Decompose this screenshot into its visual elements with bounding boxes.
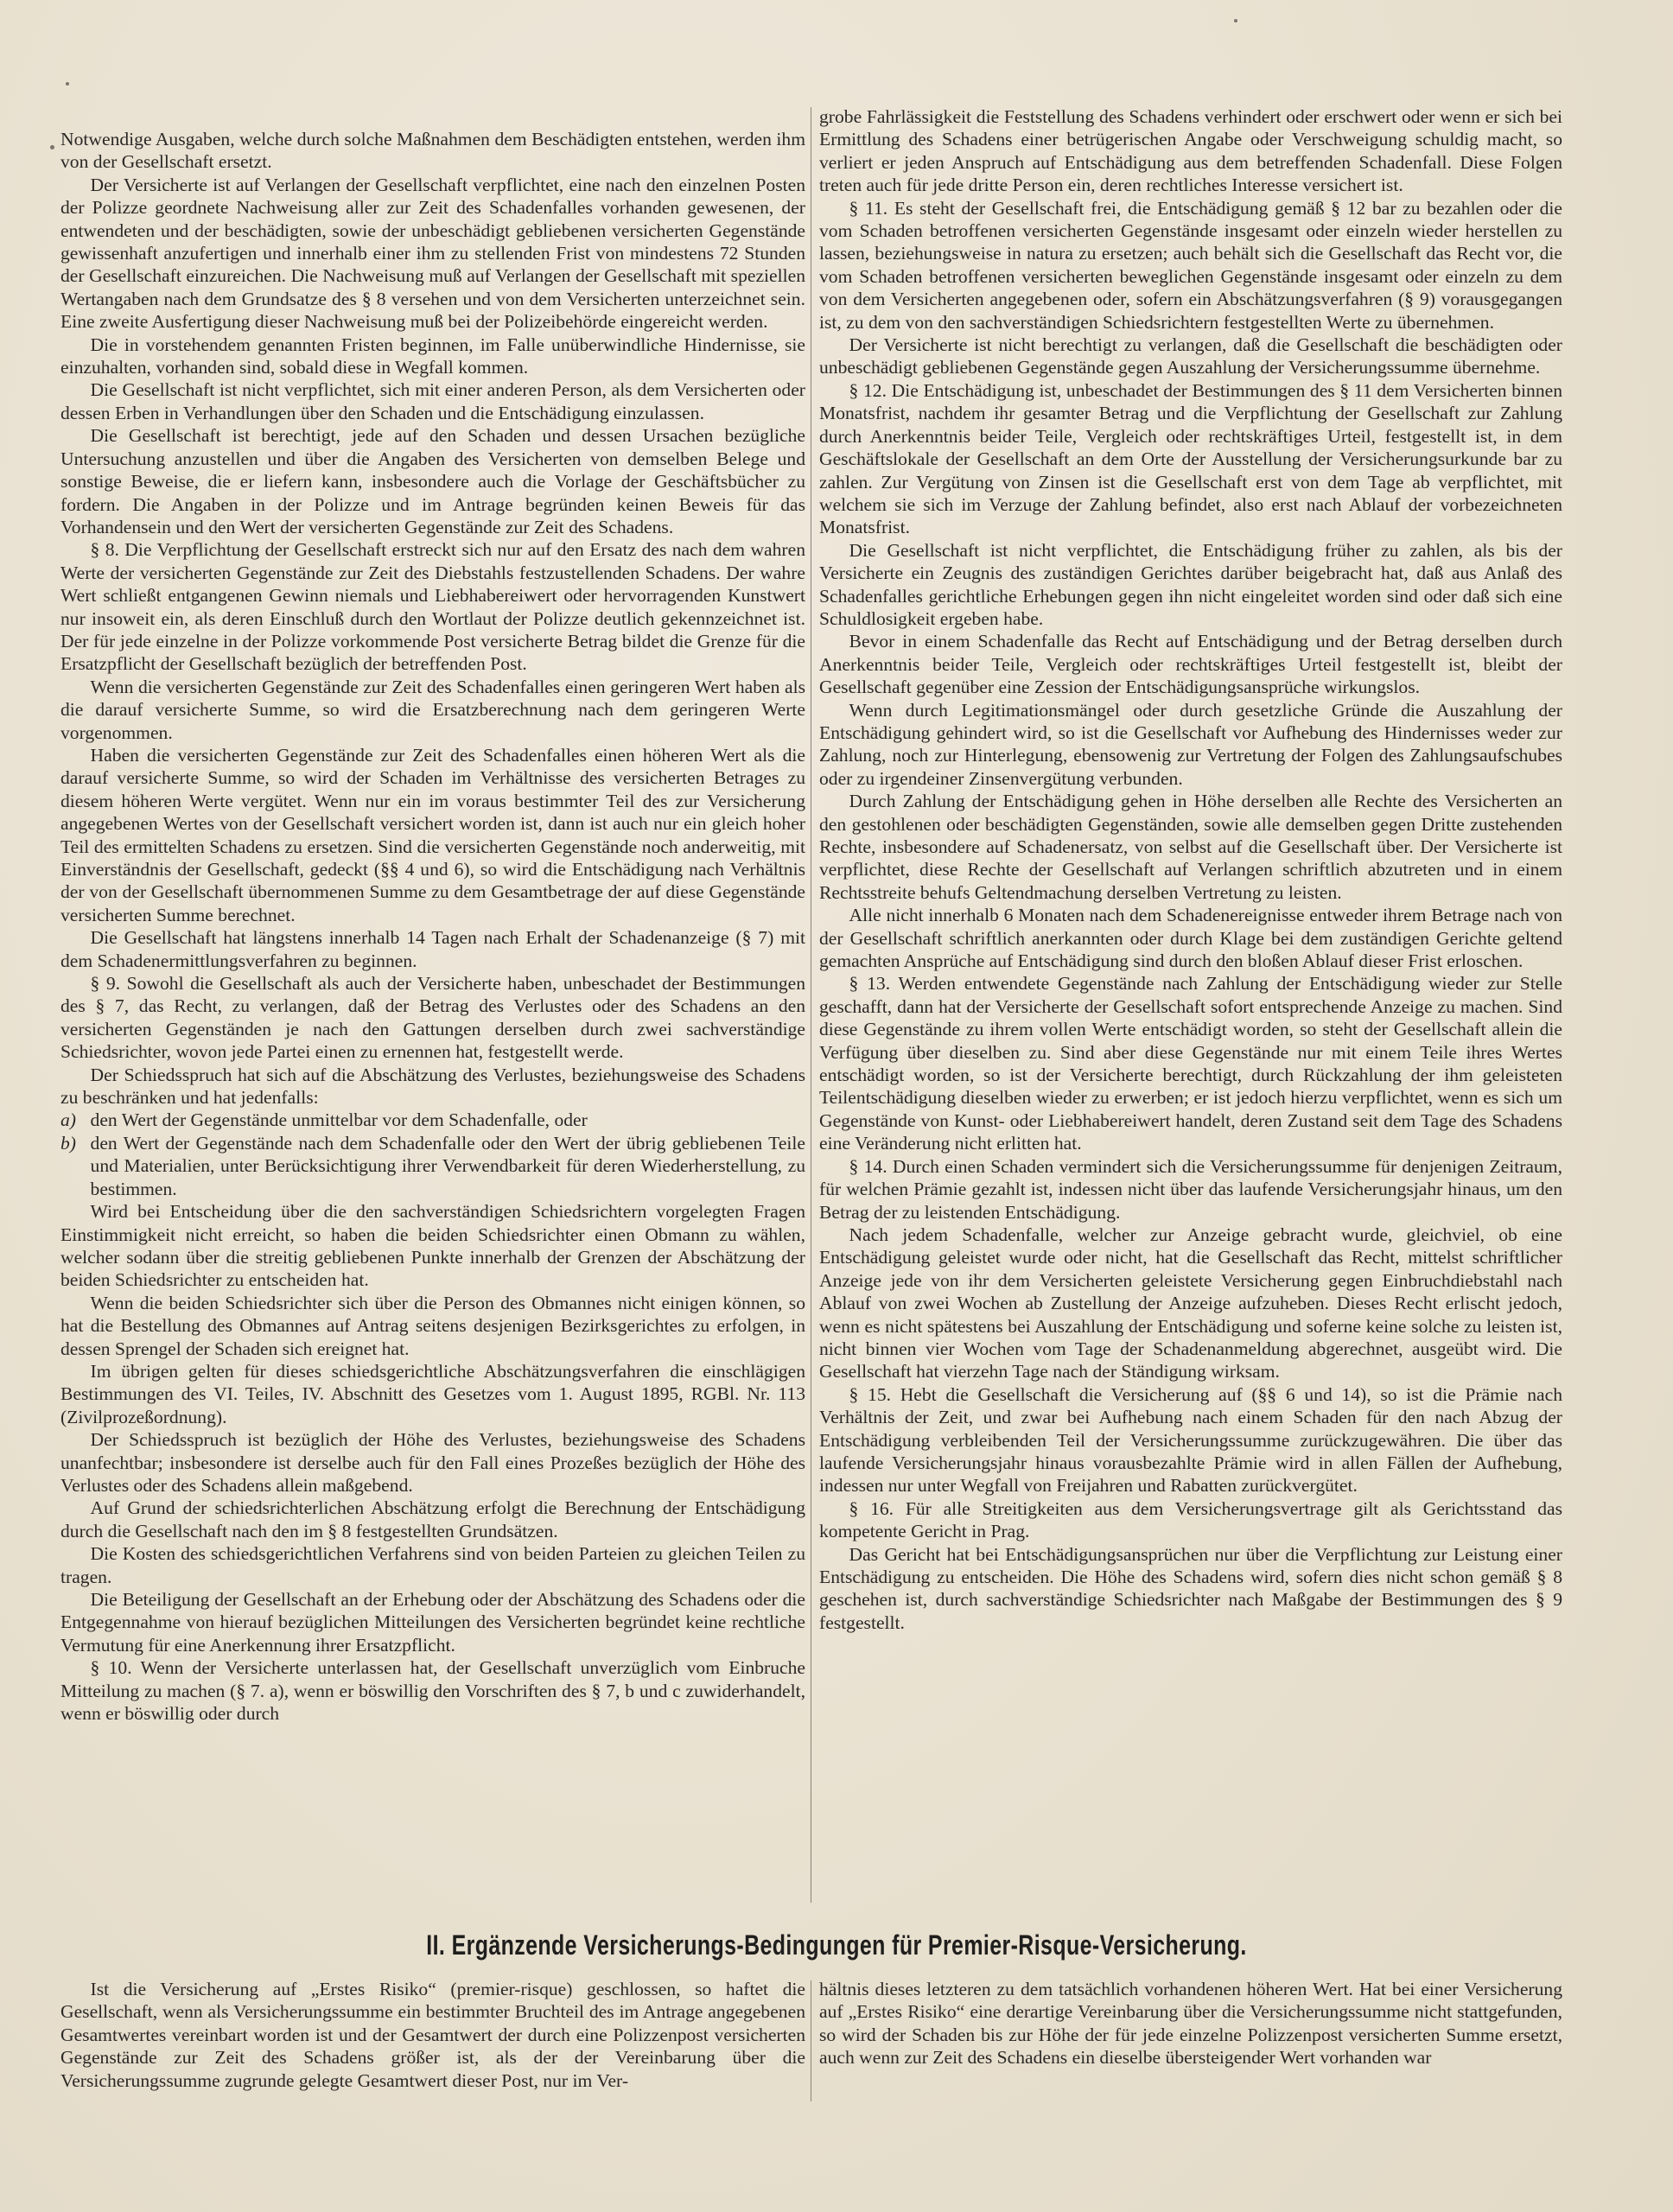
paragraph: Die Beteiligung der Gesellschaft an der Erhebung oder der Abschätzung des Schadens oder die Entgegennahme von hierauf bezüglichen Mitteilungen des Versicherten begründet keine rechtliche Vermutung für eine Anerkennung ihrer Ersatzpflicht. — [60, 1589, 805, 1656]
paragraph: Wird bei Entscheidung über die den sachverständigen Schiedsrichtern vorgelegten Fragen Einstimmigkeit nicht erreicht, so haben die beiden Schiedsrichter einen Obmann zu wählen, welcher sodann über die streitig gebliebenen Punkte innerhalb der Grenzen der Abschätzung der beiden Schiedsrichter zu entscheiden hat. — [60, 1201, 805, 1291]
right-text-column — [819, 105, 1562, 1634]
paragraph: Der Schiedsspruch ist bezüglich der Höhe des Verlustes, beziehungsweise des Schadens unanfechtbar; insbesondere ist derselbe auch für den Fall eines Prozeßes bezüglich der Höhe des Verlustes oder des Schadens allein maßgebend. — [60, 1429, 805, 1496]
paragraph: § 8. Die Verpflichtung der Gesellschaft erstreckt sich nur auf den Ersatz des nach dem wahren Werte der versicherten Gegenstände zur Zeit des Diebstahls festzustellenden Schadens. Der wahre Wert schließt entgangenen Gewinn niemals und Liebhabereiwert oder hervorragenden Kunstwert nur insoweit ein, als deren Einschluß durch den Wortlaut der Polizze deutlich gekennzeichnet ist. Der für jede einzelne in der Polizze vorkommende Post versicherte Betrag bildet die Grenze für die Ersatzpflicht der Gesellschaft bezüglich der betreffenden Post. — [60, 539, 805, 675]
paragraph: Ist die Versicherung auf „Erstes Risiko“ (premier-risque) geschlossen, so haftet die Gesellschaft, wenn als Versicherungssumme ein bestimmter Bruchteil des im Antrage angegebenen Gesamtwertes vereinbart worden ist und der Gesamtwert der durch eine Polizzenpost versicherten Gegenstände zur Zeit des Schadens größer ist, als der der Vereinbarung über die Versicherungssumme zugrunde gelegte Gesamtwert dieser Post, nur im Ver- — [60, 1979, 805, 2091]
paragraph: Auf Grund der schiedsrichterlichen Abschätzung erfolgt die Berechnung der Entschädigung durch die Gesellschaft nach den im § 8 festgestellten Grundsätzen. — [60, 1497, 805, 1541]
paragraph: Die Kosten des schiedsgerichtlichen Verfahrens sind von beiden Parteien zu gleichen Teilen zu tragen. — [60, 1543, 805, 1587]
paragraph: § 11. Es steht der Gesellschaft frei, die Entschädigung gemäß § 12 bar zu bezahlen oder die vom Schaden betroffenen versicherten Gegenstände insgesamt oder einzeln wieder herstellen zu lassen, beziehungsweise in natura zu ersetzen; auch behält sich die Gesellschaft das Recht vor, die vom Schaden betroffenen versicherten beweglichen Gegenstände insgesamt oder einzeln zu dem von dem Versicherten angegebenen oder, sofern ein Abschätzungsverfahren (§ 9) vorausgegangen ist, zu dem von den sachverständigen Schiedsrichtern festgestellten Werte zu übernehmen. — [819, 197, 1562, 333]
paragraph: Die Gesellschaft ist nicht verpflichtet, die Entschädigung früher zu zahlen, als bis der Versicherte ein Zeugnis des zuständigen Gerichtes darüber beigebracht hat, daß aus Anlaß des Schadenfalles gerichtliche Erhebungen gegen ihn nicht eingeleitet worden sind oder daß sich eine Schuldlosigkeit ergeben habe. — [819, 539, 1562, 629]
list-item-text: den Wert der Gegenstände unmittelbar vor dem Schadenfalle, oder — [90, 1109, 588, 1131]
paragraph: Die in vorstehendem genannten Fristen beginnen, im Falle unüberwindliche Hindernisse, sie einzuhalten, vorhanden sind, sobald diese in Wegfall kommen. — [60, 334, 805, 378]
bottom-right-column — [819, 1978, 1562, 2069]
list-item-label: b) — [60, 1132, 76, 1154]
list-item — [60, 1109, 805, 1131]
section-heading: II. Ergänzende Versicherungs-Bedingungen für Premier-Risque-Versicherung. — [426, 1929, 1247, 1961]
paper-speck — [50, 145, 54, 149]
paragraph: Das Gericht hat bei Entschädigungsansprüchen nur über die Verpflichtung zur Leistung einer Entschädigung zu entscheiden. Die Höhe des Schadens wird, sofern dies nicht schon gemäß § 8 geschehen ist, durch sachverständige Schiedsrichter nach Maßgabe der Bestimmungen des § 9 festgestellt. — [819, 1543, 1562, 1633]
paragraph: § 16. Für alle Streitigkeiten aus dem Versicherungsvertrage gilt als Gerichtsstand das kompetente Gericht in Prag. — [819, 1497, 1562, 1542]
paragraph: Alle nicht innerhalb 6 Monaten nach dem Schadenereignisse entweder ihrem Betrage nach von der Gesellschaft schriftlich anerkannten oder durch Klage bei dem zuständigen Gerichte geltend gemachten Ansprüche auf Entschädigung sind durch den bloßen Ablauf dieser Frist erloschen. — [819, 905, 1562, 972]
paragraph: Wenn durch Legitimationsmängel oder durch gesetzliche Gründe die Auszahlung der Entschädigung gehindert wird, so ist die Gesellschaft vor Aufhebung des Hindernisses weder zur Zahlung, noch zur Hinterlegung, ebensowenig zur Vertretung der Folgen des Zahlungsaufschubes oder zu irgendeiner Zinsenvergütung verbunden. — [819, 699, 1562, 789]
paragraph: Der Schiedsspruch hat sich auf die Abschätzung des Verlustes, beziehungsweise des Schadens zu beschränken und hat jedenfalls: — [60, 1064, 805, 1109]
paper-speck — [66, 82, 69, 86]
paragraph: § 10. Wenn der Versicherte unterlassen hat, der Gesellschaft unverzüglich vom Einbruche Mitteilung zu machen (§ 7. a), wenn er böswillig den Vorschriften des § 7, b und c zuwiderhandelt, wenn er böswillig oder durch — [60, 1657, 805, 1725]
bottom-left-column — [60, 1978, 805, 2092]
paragraph: Der Versicherte ist auf Verlangen der Gesellschaft verpflichtet, eine nach den einzelnen Posten der Polizze geordnete Nachweisung aller zur Zeit des Schadenfalles vorhanden gewesenen, der entwendeten und der beschädigten, sowie der unbeschädigt gebliebenen versicherten Gegenstände gewissenhaft anzufertigen und innerhalb einer ihm zu stellenden Frist von mindestens 72 Stunden der Gesellschaft einzureichen. Die Nachweisung muß auf Verlangen der Gesellschaft mit speziellen Wertangaben nach dem Grundsatze des § 8 versehen und von dem Versicherten unterzeichnet sein. Eine zweite Ausfertigung dieser Nachweisung muß bei der Polizeibehörde eingereicht werden. — [60, 174, 805, 333]
paragraph: Notwendige Ausgaben, welche durch solche Maßnahmen dem Beschädigten entstehen, werden ihm von der Gesellschaft ersetzt. — [60, 129, 805, 173]
left-text-column — [60, 128, 805, 1725]
list-item-text: den Wert der Gegenstände nach dem Schadenfalle oder den Wert der übrig gebliebenen Teile und Materialien, unter Berücksichtigung ihrer Verwendbarkeit für deren Wiederherstellung, zu bestimmen. — [90, 1132, 805, 1199]
list-item-label: a) — [60, 1109, 76, 1131]
paragraph: § 15. Hebt die Gesellschaft die Versicherung auf (§§ 6 und 14), so ist die Prämie nach Verhältnis der Zeit, und zwar bei Aufhebung nach einem Schaden für den nach Abzug der Entschädigung verbleibenden Teil der Versicherungssumme zurückzugewähren. Die über das laufende Versicherungsjahr hinaus vorausbezahlte Prämie wird in allen Fällen der Aufhebung, indessen nur unter Wegfall von Freijahren und Rabatten zurückvergütet. — [819, 1383, 1562, 1497]
paragraph: Nach jedem Schadenfalle, welcher zur Anzeige gebracht wurde, gleichviel, ob eine Entschädigung geleistet wurde oder nicht, hat die Gesellschaft das Recht, mittelst schriftlicher Anzeige jede von ihr dem Versicherten geleistete Versicherung gegen Einbruchdiebstahl nach Ablauf von zwei Wochen ab Zustellung der Anzeige aufzuheben. Dieses Recht erlischt jedoch, wenn es nicht spätestens bei Auszahlung der Entschädigung und soferne keine solche zu leisten ist, nicht binnen vier Wochen vom Tage der Schadenanmeldung abgerechnet, ausgeübt wird. Die Gesellschaft hat vierzehn Tage nach der Ständigung wirksam. — [819, 1224, 1562, 1382]
paragraph: Haben die versicherten Gegenstände zur Zeit des Schadenfalles einen höheren Wert als die darauf versicherte Summe, so wird der Schaden im Verhältnisse des versicherten Betrages zu diesem höheren Werte vergütet. Wenn nur ein im voraus bestimmter Teil des zur Versicherung angegebenen Wertes von der Gesellschaft versichert worden ist, dann ist auch nur ein gleich hoher Teil des ermittelten Schadens zu ersetzen. Sind die versicherten Gegenstände noch anderweitig, mit Einverständnis der Gesellschaft, gedeckt (§§ 4 und 6), so wird die Entschädigung nach Verhältnis der von der Gesellschaft übernommenen Summe zu dem Gesamtbetrage der auf diese Gegenstände versicherten Summe berechnet. — [60, 744, 805, 925]
paragraph: § 13. Werden entwendete Gegenstände nach Zahlung der Entschädigung wieder zur Stelle geschafft, dann hat der Versicherte der Gesellschaft sofort entsprechende Anzeige zu machen. Sind diese Gegenstände zu ihrem vollen Werte entschädigt worden, so steht der Gesellschaft allein die Verfügung über dieselben zu. Sind aber diese Gegenstände nur mit einem Teile ihres Wertes entschädigt worden, so ist der Versicherte berechtigt, durch Rückzahlung der ihm geleisteten Teilentschädigung dieselben wieder zu erwerben; er ist jedoch hierzu verpflichtet, wenn es sich um Gegenstände von Kunst- oder Liebhabereiwert handelt, deren Zustand seit dem Tage des Schadens eine Veränderung nicht erlitten hat. — [819, 973, 1562, 1154]
paragraph: Wenn die versicherten Gegenstände zur Zeit des Schadenfalles einen geringeren Wert haben als die darauf versicherte Summe, so wird die Ersatzberechnung nach dem geringeren Werte vorgenommen. — [60, 676, 805, 743]
paragraph: Die Gesellschaft hat längstens innerhalb 14 Tagen nach Erhalt der Schadenanzeige (§ 7) mit dem Schadenermittlungsverfahren zu beginnen. — [60, 927, 805, 971]
paragraph: Wenn die beiden Schiedsrichter sich über die Person des Obmannes nicht einigen können, so hat die Bestellung des Obmannes auf Antrag seitens desjenigen Bezirksgerichtes zu erfolgen, in dessen Sprengel der Schaden sich ereignet hat. — [60, 1292, 805, 1359]
paper-speck — [1234, 19, 1237, 22]
paragraph: § 12. Die Entschädigung ist, unbeschadet der Bestimmungen des § 11 dem Versicherten binnen Monatsfrist, nachdem ihr gesamter Betrag und die Verpflichtung der Gesellschaft zur Zahlung durch Anerkenntnis beider Teile, Vergleich oder rechtskräftiges Urteil, festgestellt ist, in dem Geschäftslokale der Gesellschaft an dem Orte der Ausstellung der Versicherungsurkunde bar zu zahlen. Zur Vergütung von Zinsen ist die Gesellschaft erst von dem Tage ab verpflichtet, mit welchem sie sich im Verzuge der Zahlung befindet, also erst nach Ablauf der vorbezeichneten Monatsfrist. — [819, 379, 1562, 538]
paragraph: Der Versicherte ist nicht berechtigt zu verlangen, daß die Gesellschaft die beschädigten oder unbeschädigt gebliebenen Gegenstände gegen Auszahlung der Versicherungssumme übernehme. — [819, 334, 1562, 378]
paragraph: Im übrigen gelten für dieses schiedsgerichtliche Abschätzungsverfahren die einschlägigen Bestimmungen des VI. Teiles, IV. Abschnitt des Gesetzes vom 1. August 1895, RGBl. Nr. 113 (Zivilprozeßordnung). — [60, 1360, 805, 1427]
paragraph: Die Gesellschaft ist berechtigt, jede auf den Schaden und dessen Ursachen bezügliche Untersuchung anzustellen und über die Angaben des Versicherten von demselben Belege und sonstige Beweise, die er liefern kann, insbesondere auch die Vorlage der Geschäftsbücher zu fordern. Die Angaben in der Polizze und im Antrage begründen keinen Beweis für das Vorhandensein und den Wert der versicherten Gegenstände zur Zeit des Schadens. — [60, 425, 805, 537]
list-item — [60, 1132, 805, 1200]
paragraph: Durch Zahlung der Entschädigung gehen in Höhe derselben alle Rechte des Versicherten an den gestohlenen oder beschädigten Gegenständen, sowie alle demselben gegen Dritte zustehenden Rechte, insbesondere auf Schadenersatz, von selbst auf die Gesellschaft über. Der Versicherte ist verpflichtet, diese Rechte der Gesellschaft auf Verlangen schriftlich abzutreten und in einem Rechtsstreite behufs Geltendmachung derselben Vertretung zu leisten. — [819, 791, 1562, 903]
paragraph: grobe Fahrlässigkeit die Feststellung des Schadens verhindert oder erschwert oder wenn er sich bei Ermittlung des Schadens einer betrügerischen Angabe oder Verschweigung schuldig macht, so verliert er jeden Anspruch auf Entschädigung aus dem betreffenden Schadenfall. Diese Folgen treten auch für jede dritte Person ein, deren rechtliches Interesse versichert ist. — [819, 106, 1562, 196]
paragraph: hältnis dieses letzteren zu dem tatsächlich vorhandenen höheren Wert. Hat bei einer Versicherung auf „Erstes Risiko“ eine derartige Vereinbarung über die Versicherungssumme nicht stattgefunden, so wird der Schaden bis zur Höhe der für jede einzelne Polizzenpost versicherten Summe ersetzt, auch wenn zur Zeit des Schadens ein dieselbe übersteigender Wert vorhanden war — [819, 1979, 1562, 2069]
paragraph: § 14. Durch einen Schaden vermindert sich die Versicherungssumme für denjenigen Zeitraum, für welchen Prämie gezahlt ist, indessen nicht über das laufende Versicherungsjahr hinaus, um den Betrag der zu leistenden Entschädigung. — [819, 1155, 1562, 1223]
paragraph: Die Gesellschaft ist nicht verpflichtet, sich mit einer anderen Person, als dem Versicherten oder dessen Erben in Verhandlungen über den Schaden und die Entschädigung einzulassen. — [60, 379, 805, 423]
paragraph: § 9. Sowohl die Gesellschaft als auch der Versicherte haben, unbeschadet der Bestimmungen des § 7, das Recht, zu verlangen, daß der Betrag des Verlustes oder des Schadens an den versicherten Gegenständen je nach den Gattungen derselben durch zwei sachverständige Schiedsrichter, wovon jede Partei einen zu ernennen hat, festgestellt werde. — [60, 973, 805, 1063]
paragraph: Bevor in einem Schadenfalle das Recht auf Entschädigung und der Betrag derselben durch Anerkenntnis beider Teile, Vergleich oder rechtskräftiges Urteil festgestellt ist, bleibt der Gesellschaft gegenüber eine Zession der Entschädigungsansprüche wirkungslos. — [819, 631, 1562, 698]
